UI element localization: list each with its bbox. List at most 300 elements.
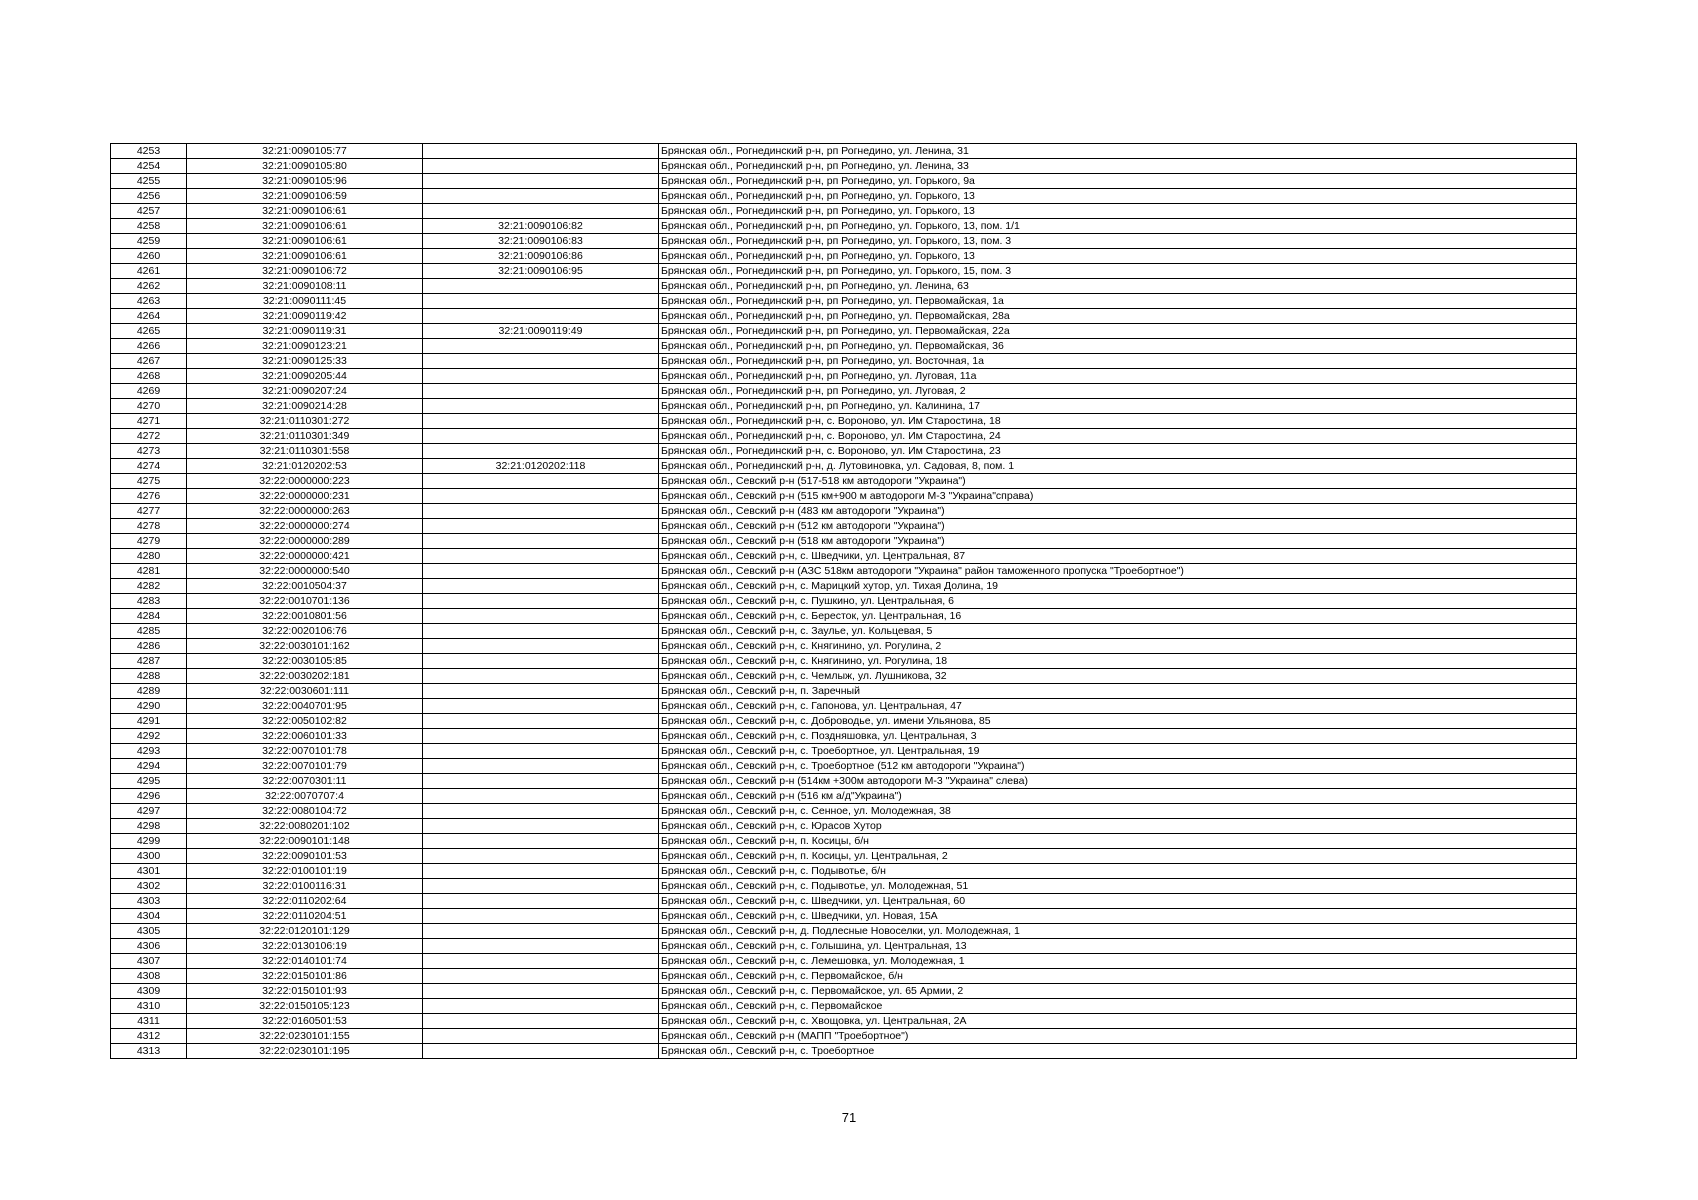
object-number-cell	[423, 354, 659, 369]
object-number-cell	[423, 189, 659, 204]
object-number-cell	[423, 699, 659, 714]
address-cell: Брянская обл., Рогнединский р-н, с. Вороново, ул. Им Старостина, 18	[659, 414, 1577, 429]
row-number-cell: 4310	[111, 999, 187, 1014]
table-row	[111, 654, 1577, 669]
table-row	[111, 309, 1577, 324]
object-number-cell	[423, 759, 659, 774]
row-number-cell: 4300	[111, 849, 187, 864]
table-row	[111, 324, 1577, 339]
row-number-cell: 4258	[111, 219, 187, 234]
row-number-cell: 4278	[111, 519, 187, 534]
row-number-cell: 4312	[111, 1029, 187, 1044]
object-number-cell	[423, 744, 659, 759]
table-row	[111, 894, 1577, 909]
object-number-cell	[423, 804, 659, 819]
cadastral-number-cell: 32:21:0090214:28	[187, 399, 423, 414]
object-number-cell	[423, 834, 659, 849]
row-number-cell: 4270	[111, 399, 187, 414]
cadastral-number-cell: 32:21:0090108:11	[187, 279, 423, 294]
object-number-cell	[423, 429, 659, 444]
cadastral-number-cell: 32:21:0090111:45	[187, 294, 423, 309]
address-cell: Брянская обл., Рогнединский р-н, рп Рогнедино, ул. Ленина, 33	[659, 159, 1577, 174]
table-row	[111, 684, 1577, 699]
table-row	[111, 729, 1577, 744]
row-number-cell: 4263	[111, 294, 187, 309]
cadastral-number-cell: 32:22:0020106:76	[187, 624, 423, 639]
table-row	[111, 879, 1577, 894]
cadastral-number-cell: 32:22:0070707:4	[187, 789, 423, 804]
table-row	[111, 489, 1577, 504]
address-cell: Брянская обл., Севский р-н, с. Чемлыж, ул. Лушникова, 32	[659, 669, 1577, 684]
row-number-cell: 4287	[111, 654, 187, 669]
object-number-cell	[423, 954, 659, 969]
address-cell: Брянская обл., Рогнединский р-н, д. Лутовиновка, ул. Садовая, 8, пом. 1	[659, 459, 1577, 474]
table-row	[111, 189, 1577, 204]
object-number-cell	[423, 534, 659, 549]
cadastral-number-cell: 32:21:0090207:24	[187, 384, 423, 399]
address-cell: Брянская обл., Севский р-н (АЗС 518км автодороги "Украина" район таможенного пропуска "Троебортное")	[659, 564, 1577, 579]
table-row	[111, 699, 1577, 714]
cadastral-number-cell: 32:21:0090106:61	[187, 204, 423, 219]
cadastral-number-cell: 32:22:0090101:53	[187, 849, 423, 864]
row-number-cell: 4303	[111, 894, 187, 909]
table-row	[111, 249, 1577, 264]
table-row	[111, 804, 1577, 819]
cadastral-number-cell: 32:22:0080201:102	[187, 819, 423, 834]
address-cell: Брянская обл., Рогнединский р-н, рп Рогнедино, ул. Горького, 13	[659, 249, 1577, 264]
row-number-cell: 4264	[111, 309, 187, 324]
object-number-cell	[423, 1044, 659, 1059]
object-number-cell	[423, 774, 659, 789]
table-body	[111, 144, 1577, 1059]
cadastral-number-cell: 32:22:0040701:95	[187, 699, 423, 714]
table-row	[111, 294, 1577, 309]
table-row	[111, 744, 1577, 759]
table-row	[111, 924, 1577, 939]
cadastral-number-cell: 32:22:0060101:33	[187, 729, 423, 744]
object-number-cell	[423, 564, 659, 579]
address-cell: Брянская обл., Рогнединский р-н, рп Рогнедино, ул. Луговая, 2	[659, 384, 1577, 399]
object-number-cell	[423, 609, 659, 624]
cadastral-number-cell: 32:22:0150101:86	[187, 969, 423, 984]
table-row	[111, 354, 1577, 369]
row-number-cell: 4274	[111, 459, 187, 474]
row-number-cell: 4286	[111, 639, 187, 654]
address-cell: Брянская обл., Рогнединский р-н, рп Рогнедино, ул. Горького, 13, пом. 3	[659, 234, 1577, 249]
row-number-cell: 4297	[111, 804, 187, 819]
cadastral-number-cell: 32:22:0000000:263	[187, 504, 423, 519]
table-row	[111, 429, 1577, 444]
address-cell: Брянская обл., Рогнединский р-н, рп Рогнедино, ул. Горького, 13, пом. 1/1	[659, 219, 1577, 234]
cadastral-number-cell: 32:21:0120202:53	[187, 459, 423, 474]
cadastral-number-cell: 32:21:0110301:349	[187, 429, 423, 444]
object-number-cell	[423, 339, 659, 354]
row-number-cell: 4281	[111, 564, 187, 579]
table-row	[111, 1029, 1577, 1044]
table-row	[111, 969, 1577, 984]
address-cell: Брянская обл., Севский р-н, с. Лемешовка, ул. Молодежная, 1	[659, 954, 1577, 969]
cadastral-number-cell: 32:22:0000000:421	[187, 549, 423, 564]
row-number-cell: 4272	[111, 429, 187, 444]
cadastral-number-cell: 32:22:0030601:111	[187, 684, 423, 699]
document-page	[110, 143, 1576, 1059]
row-number-cell: 4280	[111, 549, 187, 564]
object-number-cell	[423, 909, 659, 924]
object-number-cell	[423, 924, 659, 939]
address-cell: Брянская обл., Севский р-н, с. Поздняшовка, ул. Центральная, 3	[659, 729, 1577, 744]
object-number-cell	[423, 174, 659, 189]
cadastral-number-cell: 32:22:0140101:74	[187, 954, 423, 969]
table-row	[111, 564, 1577, 579]
object-number-cell: 32:21:0090119:49	[423, 324, 659, 339]
cadastral-number-cell: 32:22:0010801:56	[187, 609, 423, 624]
row-number-cell: 4295	[111, 774, 187, 789]
address-cell: Брянская обл., Севский р-н, с. Сенное, ул. Молодежная, 38	[659, 804, 1577, 819]
table-row	[111, 849, 1577, 864]
row-number-cell: 4308	[111, 969, 187, 984]
row-number-cell: 4259	[111, 234, 187, 249]
object-number-cell	[423, 1029, 659, 1044]
object-number-cell	[423, 729, 659, 744]
row-number-cell: 4289	[111, 684, 187, 699]
row-number-cell: 4299	[111, 834, 187, 849]
cadastral-number-cell: 32:22:0000000:540	[187, 564, 423, 579]
cadastral-number-cell: 32:21:0090205:44	[187, 369, 423, 384]
object-number-cell	[423, 549, 659, 564]
table-row	[111, 759, 1577, 774]
table-row	[111, 219, 1577, 234]
table-row	[111, 834, 1577, 849]
address-cell: Брянская обл., Севский р-н, с. Бересток, ул. Центральная, 16	[659, 609, 1577, 624]
address-cell: Брянская обл., Севский р-н (516 км а/д"Украина")	[659, 789, 1577, 804]
object-number-cell	[423, 279, 659, 294]
object-number-cell	[423, 849, 659, 864]
cadastral-number-cell: 32:22:0150101:93	[187, 984, 423, 999]
address-cell: Брянская обл., Рогнединский р-н, рп Рогнедино, ул. Горького, 15, пом. 3	[659, 264, 1577, 279]
cadastral-number-cell: 32:21:0110301:272	[187, 414, 423, 429]
object-number-cell	[423, 579, 659, 594]
row-number-cell: 4255	[111, 174, 187, 189]
object-number-cell	[423, 624, 659, 639]
table-row	[111, 534, 1577, 549]
row-number-cell: 4288	[111, 669, 187, 684]
row-number-cell: 4268	[111, 369, 187, 384]
cadastral-number-cell: 32:22:0000000:231	[187, 489, 423, 504]
object-number-cell	[423, 984, 659, 999]
row-number-cell: 4296	[111, 789, 187, 804]
object-number-cell	[423, 384, 659, 399]
address-cell: Брянская обл., Севский р-н, с. Шведчики, ул. Центральная, 87	[659, 549, 1577, 564]
cadastral-number-cell: 32:22:0070101:78	[187, 744, 423, 759]
cadastral-number-cell: 32:21:0090106:72	[187, 264, 423, 279]
object-number-cell	[423, 879, 659, 894]
cadastral-number-cell: 32:21:0090119:31	[187, 324, 423, 339]
table-row	[111, 519, 1577, 534]
address-cell: Брянская обл., Севский р-н, п. Заречный	[659, 684, 1577, 699]
address-cell: Брянская обл., Севский р-н (515 км+900 м автодороги М-3 "Украина"справа)	[659, 489, 1577, 504]
table-row	[111, 1014, 1577, 1029]
address-cell: Брянская обл., Рогнединский р-н, рп Рогнедино, ул. Горького, 13	[659, 204, 1577, 219]
table-row	[111, 279, 1577, 294]
object-number-cell	[423, 369, 659, 384]
table-row	[111, 714, 1577, 729]
address-cell: Брянская обл., Севский р-н, с. Гапонова, ул. Центральная, 47	[659, 699, 1577, 714]
row-number-cell: 4294	[111, 759, 187, 774]
row-number-cell: 4283	[111, 594, 187, 609]
address-cell: Брянская обл., Рогнединский р-н, рп Рогнедино, ул. Калинина, 17	[659, 399, 1577, 414]
object-number-cell	[423, 819, 659, 834]
object-number-cell	[423, 864, 659, 879]
cadastral-number-cell: 32:21:0090119:42	[187, 309, 423, 324]
table-row	[111, 594, 1577, 609]
object-number-cell: 32:21:0090106:95	[423, 264, 659, 279]
object-number-cell	[423, 594, 659, 609]
address-cell: Брянская обл., Рогнединский р-н, рп Рогнедино, ул. Луговая, 11а	[659, 369, 1577, 384]
address-cell: Брянская обл., Севский р-н, с. Юрасов Хутор	[659, 819, 1577, 834]
address-cell: Брянская обл., Севский р-н (512 км автодороги "Украина")	[659, 519, 1577, 534]
table-row	[111, 459, 1577, 474]
cadastral-number-cell: 32:21:0090105:77	[187, 144, 423, 159]
table-row	[111, 954, 1577, 969]
cadastral-number-cell: 32:22:0230101:155	[187, 1029, 423, 1044]
table-row	[111, 864, 1577, 879]
address-cell: Брянская обл., Севский р-н, с. Шведчики, ул. Новая, 15А	[659, 909, 1577, 924]
row-number-cell: 4271	[111, 414, 187, 429]
address-cell: Брянская обл., Рогнединский р-н, с. Вороново, ул. Им Старостина, 24	[659, 429, 1577, 444]
cadastral-number-cell: 32:22:0230101:195	[187, 1044, 423, 1059]
table-row	[111, 549, 1577, 564]
object-number-cell	[423, 999, 659, 1014]
row-number-cell: 4298	[111, 819, 187, 834]
row-number-cell: 4267	[111, 354, 187, 369]
row-number-cell: 4291	[111, 714, 187, 729]
address-cell: Брянская обл., Севский р-н, с. Первомайское	[659, 999, 1577, 1014]
object-number-cell	[423, 504, 659, 519]
cadastral-number-cell: 32:22:0160501:53	[187, 1014, 423, 1029]
address-cell: Брянская обл., Севский р-н (483 км автодороги "Украина")	[659, 504, 1577, 519]
row-number-cell: 4302	[111, 879, 187, 894]
address-cell: Брянская обл., Севский р-н (514км +300м автодороги М-3 "Украина" слева)	[659, 774, 1577, 789]
row-number-cell: 4275	[111, 474, 187, 489]
table-row	[111, 624, 1577, 639]
table-row	[111, 1044, 1577, 1059]
row-number-cell: 4306	[111, 939, 187, 954]
address-cell: Брянская обл., Рогнединский р-н, рп Рогнедино, ул. Восточная, 1а	[659, 354, 1577, 369]
cadastral-number-cell: 32:22:0030105:85	[187, 654, 423, 669]
cadastral-number-cell: 32:21:0110301:558	[187, 444, 423, 459]
row-number-cell: 4285	[111, 624, 187, 639]
row-number-cell: 4293	[111, 744, 187, 759]
address-cell: Брянская обл., Севский р-н, с. Шведчики, ул. Центральная, 60	[659, 894, 1577, 909]
table-row	[111, 159, 1577, 174]
object-number-cell	[423, 399, 659, 414]
object-number-cell	[423, 144, 659, 159]
table-row	[111, 399, 1577, 414]
row-number-cell: 4262	[111, 279, 187, 294]
cadastral-number-cell: 32:22:0010504:37	[187, 579, 423, 594]
object-number-cell	[423, 489, 659, 504]
address-cell: Брянская обл., Севский р-н, п. Косицы, б/н	[659, 834, 1577, 849]
address-cell: Брянская обл., Севский р-н (517-518 км автодороги "Украина")	[659, 474, 1577, 489]
object-number-cell	[423, 639, 659, 654]
table-row	[111, 384, 1577, 399]
table-row	[111, 369, 1577, 384]
table-row	[111, 789, 1577, 804]
address-cell: Брянская обл., Рогнединский р-н, рп Рогнедино, ул. Ленина, 63	[659, 279, 1577, 294]
cadastral-number-cell: 32:22:0070301:11	[187, 774, 423, 789]
address-cell: Брянская обл., Севский р-н, с. Троебортное, ул. Центральная, 19	[659, 744, 1577, 759]
row-number-cell: 4266	[111, 339, 187, 354]
row-number-cell: 4311	[111, 1014, 187, 1029]
row-number-cell: 4253	[111, 144, 187, 159]
row-number-cell: 4292	[111, 729, 187, 744]
address-cell: Брянская обл., Севский р-н, с. Подывотье, ул. Молодежная, 51	[659, 879, 1577, 894]
table-row	[111, 234, 1577, 249]
cadastral-number-cell: 32:22:0110204:51	[187, 909, 423, 924]
row-number-cell: 4256	[111, 189, 187, 204]
cadastral-number-cell: 32:22:0070101:79	[187, 759, 423, 774]
table-row	[111, 339, 1577, 354]
object-number-cell: 32:21:0120202:118	[423, 459, 659, 474]
cadastral-number-cell: 32:21:0090106:61	[187, 234, 423, 249]
address-cell: Брянская обл., Рогнединский р-н, рп Рогнедино, ул. Первомайская, 1а	[659, 294, 1577, 309]
object-number-cell	[423, 969, 659, 984]
cadastral-number-cell: 32:22:0080104:72	[187, 804, 423, 819]
object-number-cell	[423, 654, 659, 669]
row-number-cell: 4261	[111, 264, 187, 279]
table-row	[111, 939, 1577, 954]
object-number-cell	[423, 714, 659, 729]
row-number-cell: 4269	[111, 384, 187, 399]
table-row	[111, 414, 1577, 429]
row-number-cell: 4313	[111, 1044, 187, 1059]
table-row	[111, 819, 1577, 834]
table-row	[111, 639, 1577, 654]
row-number-cell: 4257	[111, 204, 187, 219]
object-number-cell	[423, 474, 659, 489]
address-cell: Брянская обл., Севский р-н, с. Княгинино, ул. Рогулина, 18	[659, 654, 1577, 669]
cadastral-number-cell: 32:22:0100116:31	[187, 879, 423, 894]
cadastral-number-cell: 32:22:0000000:274	[187, 519, 423, 534]
object-number-cell	[423, 444, 659, 459]
address-cell: Брянская обл., Севский р-н, с. Троебортное	[659, 1044, 1577, 1059]
address-cell: Брянская обл., Севский р-н, с. Доброводье, ул. имени Ульянова, 85	[659, 714, 1577, 729]
table-row	[111, 444, 1577, 459]
address-cell: Брянская обл., Севский р-н, с. Первомайское, б/н	[659, 969, 1577, 984]
cadastral-number-cell: 32:22:0030202:181	[187, 669, 423, 684]
object-number-cell	[423, 309, 659, 324]
table-row	[111, 264, 1577, 279]
cadastral-number-cell: 32:22:0030101:162	[187, 639, 423, 654]
address-cell: Брянская обл., Рогнединский р-н, рп Рогнедино, ул. Первомайская, 28а	[659, 309, 1577, 324]
table-row	[111, 474, 1577, 489]
row-number-cell: 4273	[111, 444, 187, 459]
cadastral-number-cell: 32:22:0120101:129	[187, 924, 423, 939]
cadastral-number-cell: 32:22:0000000:223	[187, 474, 423, 489]
table-row	[111, 609, 1577, 624]
property-registry-table	[110, 143, 1577, 1059]
table-row	[111, 174, 1577, 189]
table-row	[111, 984, 1577, 999]
cadastral-number-cell: 32:21:0090106:59	[187, 189, 423, 204]
row-number-cell: 4254	[111, 159, 187, 174]
row-number-cell: 4260	[111, 249, 187, 264]
cadastral-number-cell: 32:22:0000000:289	[187, 534, 423, 549]
address-cell: Брянская обл., Севский р-н, с. Подывотье, б/н	[659, 864, 1577, 879]
object-number-cell	[423, 519, 659, 534]
cadastral-number-cell: 32:22:0130106:19	[187, 939, 423, 954]
table-row	[111, 579, 1577, 594]
row-number-cell: 4305	[111, 924, 187, 939]
row-number-cell: 4284	[111, 609, 187, 624]
cadastral-number-cell: 32:21:0090125:33	[187, 354, 423, 369]
object-number-cell	[423, 789, 659, 804]
row-number-cell: 4304	[111, 909, 187, 924]
cadastral-number-cell: 32:22:0050102:82	[187, 714, 423, 729]
object-number-cell	[423, 204, 659, 219]
address-cell: Брянская обл., Севский р-н (МАПП "Троебортное")	[659, 1029, 1577, 1044]
object-number-cell: 32:21:0090106:86	[423, 249, 659, 264]
row-number-cell: 4279	[111, 534, 187, 549]
object-number-cell: 32:21:0090106:82	[423, 219, 659, 234]
row-number-cell: 4290	[111, 699, 187, 714]
address-cell: Брянская обл., Севский р-н, с. Хвощовка, ул. Центральная, 2А	[659, 1014, 1577, 1029]
address-cell: Брянская обл., Рогнединский р-н, рп Рогнедино, ул. Ленина, 31	[659, 144, 1577, 159]
row-number-cell: 4301	[111, 864, 187, 879]
cadastral-number-cell: 32:21:0090106:61	[187, 219, 423, 234]
cadastral-number-cell: 32:21:0090105:80	[187, 159, 423, 174]
address-cell: Брянская обл., Рогнединский р-н, рп Рогнедино, ул. Первомайская, 22а	[659, 324, 1577, 339]
object-number-cell	[423, 894, 659, 909]
object-number-cell	[423, 684, 659, 699]
object-number-cell	[423, 294, 659, 309]
address-cell: Брянская обл., Севский р-н, с. Пушкино, ул. Центральная, 6	[659, 594, 1577, 609]
address-cell: Брянская обл., Севский р-н, с. Первомайское, ул. 65 Армии, 2	[659, 984, 1577, 999]
table-row	[111, 669, 1577, 684]
cadastral-number-cell: 32:22:0100101:19	[187, 864, 423, 879]
table-row	[111, 504, 1577, 519]
row-number-cell: 4277	[111, 504, 187, 519]
cadastral-number-cell: 32:21:0090123:21	[187, 339, 423, 354]
cadastral-number-cell: 32:22:0150105:123	[187, 999, 423, 1014]
table-row	[111, 204, 1577, 219]
row-number-cell: 4282	[111, 579, 187, 594]
address-cell: Брянская обл., Севский р-н, с. Марицкий хутор, ул. Тихая Долина, 19	[659, 579, 1577, 594]
table-row	[111, 144, 1577, 159]
address-cell: Брянская обл., Севский р-н (518 км автодороги "Украина")	[659, 534, 1577, 549]
address-cell: Брянская обл., Севский р-н, с. Голышина, ул. Центральная, 13	[659, 939, 1577, 954]
object-number-cell	[423, 414, 659, 429]
object-number-cell	[423, 939, 659, 954]
row-number-cell: 4307	[111, 954, 187, 969]
object-number-cell	[423, 1014, 659, 1029]
address-cell: Брянская обл., Севский р-н, с. Троебортное (512 км автодороги "Украина")	[659, 759, 1577, 774]
row-number-cell: 4309	[111, 984, 187, 999]
object-number-cell	[423, 159, 659, 174]
address-cell: Брянская обл., Севский р-н, п. Косицы, ул. Центральная, 2	[659, 849, 1577, 864]
address-cell: Брянская обл., Рогнединский р-н, рп Рогнедино, ул. Горького, 9а	[659, 174, 1577, 189]
cadastral-number-cell: 32:21:0090105:96	[187, 174, 423, 189]
object-number-cell: 32:21:0090106:83	[423, 234, 659, 249]
row-number-cell: 4265	[111, 324, 187, 339]
address-cell: Брянская обл., Севский р-н, д. Подлесные Новоселки, ул. Молодежная, 1	[659, 924, 1577, 939]
address-cell: Брянская обл., Рогнединский р-н, рп Рогнедино, ул. Первомайская, 36	[659, 339, 1577, 354]
object-number-cell	[423, 669, 659, 684]
cadastral-number-cell: 32:22:0010701:136	[187, 594, 423, 609]
address-cell: Брянская обл., Рогнединский р-н, рп Рогнедино, ул. Горького, 13	[659, 189, 1577, 204]
table-row	[111, 909, 1577, 924]
cadastral-number-cell: 32:22:0110202:64	[187, 894, 423, 909]
